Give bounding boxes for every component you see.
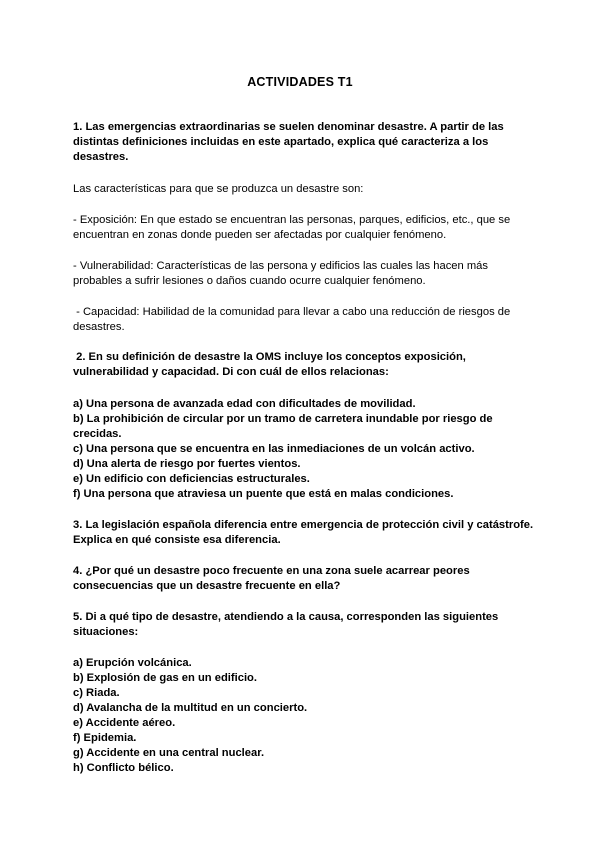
question-5-options: [73, 656, 535, 776]
option-item: d) Avalancha de la multitud en un concierto.: [73, 702, 308, 714]
option-item: b) Explosión de gas en un edificio.: [73, 672, 257, 684]
option-item: g) Accidente en una central nuclear.: [73, 747, 265, 759]
page-title: ACTIVIDADES T1: [247, 75, 353, 89]
option-item: f) Una persona que atraviesa un puente que está en malas condiciones.: [73, 488, 454, 500]
option-item: b) La prohibición de circular por un tramo de carretera inundable por riesgo de crecidas.: [73, 413, 493, 440]
answer-1-intro: Las características para que se produzca un desastre son:: [73, 183, 364, 195]
option-item: f) Epidemia.: [73, 732, 137, 744]
option-item: d) Una alerta de riesgo por fuertes vientos.: [73, 458, 301, 470]
document-body: [73, 120, 535, 776]
answer-1-vulnerabilidad: - Vulnerabilidad: Características de las persona y edificios las cuales las hacen más probables a sufrir lesiones o daños cuando ocurre cualquier fenómeno.: [73, 260, 488, 287]
question-2-options: [73, 397, 535, 502]
question-2: 2. En su definición de desastre la OMS incluye los conceptos exposición, vulnerabilidad y capacidad. Di con cuál de ellos relacionas:: [73, 351, 470, 378]
question-4: 4. ¿Por qué un desastre poco frecuente en una zona suele acarrear peores consecuencias que un desastre frecuente en ella?: [73, 565, 470, 592]
option-item: c) Una persona que se encuentra en las inmediaciones de un volcán activo.: [73, 443, 475, 455]
answer-1-exposicion: - Exposición: En que estado se encuentran las personas, parques, edificios, etc., que se encuentran en zonas donde pueden ser afectadas por cualquier fenómeno.: [73, 214, 511, 241]
option-item: h) Conflicto bélico.: [73, 762, 174, 774]
option-item: e) Un edificio con deficiencias estructurales.: [73, 473, 310, 485]
question-1: 1. Las emergencias extraordinarias se suelen denominar desastre. A partir de las distintas definiciones incluidas en este apartado, explica qué caracteriza a los desastres.: [73, 121, 504, 163]
option-item: a) Erupción volcánica.: [73, 657, 192, 669]
option-item: e) Accidente aéreo.: [73, 717, 176, 729]
option-item: a) Una persona de avanzada edad con dificultades de movilidad.: [73, 398, 416, 410]
question-3: 3. La legislación española diferencia entre emergencia de protección civil y catástrofe. Explica en qué consiste esa diferencia.: [73, 519, 534, 546]
option-item: c) Riada.: [73, 687, 120, 699]
answer-1-capacidad: - Capacidad: Habilidad de la comunidad para llevar a cabo una reducción de riesgos de desastres.: [73, 306, 514, 333]
question-5: 5. Di a qué tipo de desastre, atendiendo a la causa, corresponden las siguientes situaciones:: [73, 611, 499, 638]
